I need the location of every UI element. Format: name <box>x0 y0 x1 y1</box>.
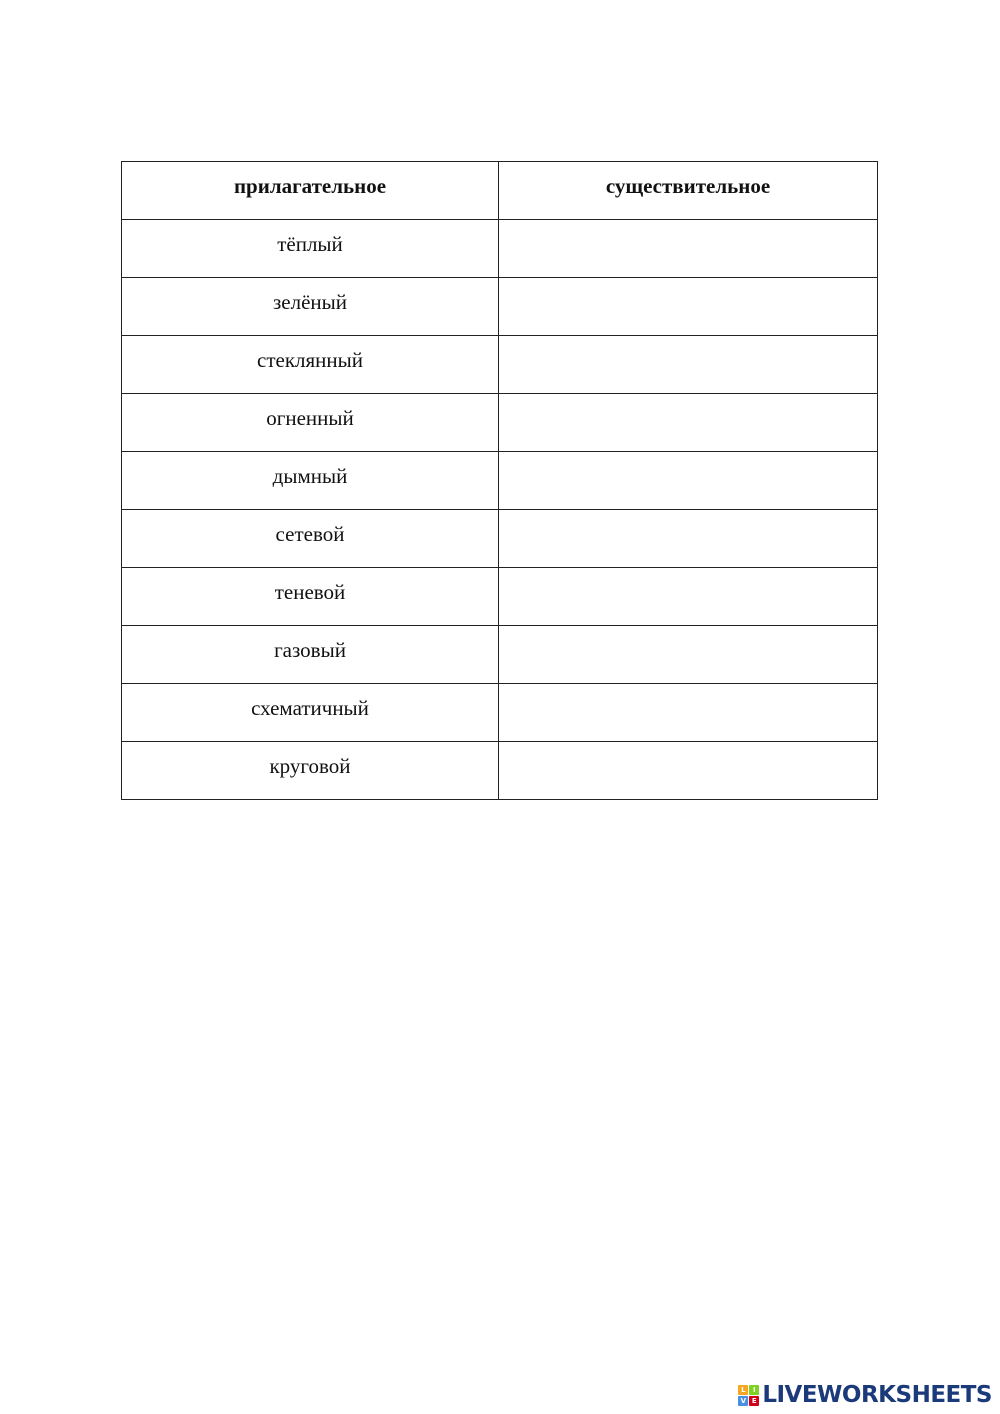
table-row <box>122 278 878 336</box>
logo-square-l: L <box>738 1385 748 1395</box>
logo-square-v: V <box>738 1396 748 1406</box>
brand-name: LIVEWORKSHEETS <box>762 1382 992 1408</box>
adjective-cell: схематичный <box>122 684 499 742</box>
worksheet-table <box>121 161 878 800</box>
table-header-row <box>122 162 878 220</box>
adjective-cell: теневой <box>122 568 499 626</box>
noun-answer-cell[interactable] <box>499 220 878 278</box>
table-row <box>122 568 878 626</box>
adjective-cell: зелёный <box>122 278 499 336</box>
table-row <box>122 452 878 510</box>
table-row <box>122 336 878 394</box>
logo-square-i: I <box>749 1385 759 1395</box>
table-row <box>122 742 878 800</box>
logo-square-e: E <box>749 1396 759 1406</box>
adjective-cell: круговой <box>122 742 499 800</box>
adjective-cell: стеклянный <box>122 336 499 394</box>
adjective-cell: сетевой <box>122 510 499 568</box>
liveworksheets-brand <box>738 1378 992 1412</box>
noun-answer-cell[interactable] <box>499 394 878 452</box>
noun-answer-cell[interactable] <box>499 684 878 742</box>
adjective-cell: тёплый <box>122 220 499 278</box>
table-row <box>122 626 878 684</box>
adjective-cell: газовый <box>122 626 499 684</box>
table-row <box>122 510 878 568</box>
noun-answer-cell[interactable] <box>499 568 878 626</box>
noun-answer-cell[interactable] <box>499 278 878 336</box>
noun-answer-cell[interactable] <box>499 626 878 684</box>
noun-answer-cell[interactable] <box>499 452 878 510</box>
liveworksheets-logo-icon <box>738 1385 759 1406</box>
noun-answer-cell[interactable] <box>499 336 878 394</box>
table-row <box>122 684 878 742</box>
adjective-cell: дымный <box>122 452 499 510</box>
table-row <box>122 220 878 278</box>
noun-answer-cell[interactable] <box>499 510 878 568</box>
adjective-cell: огненный <box>122 394 499 452</box>
header-noun: существительное <box>499 162 878 220</box>
table-row <box>122 394 878 452</box>
noun-answer-cell[interactable] <box>499 742 878 800</box>
header-adjective: прилагательное <box>122 162 499 220</box>
